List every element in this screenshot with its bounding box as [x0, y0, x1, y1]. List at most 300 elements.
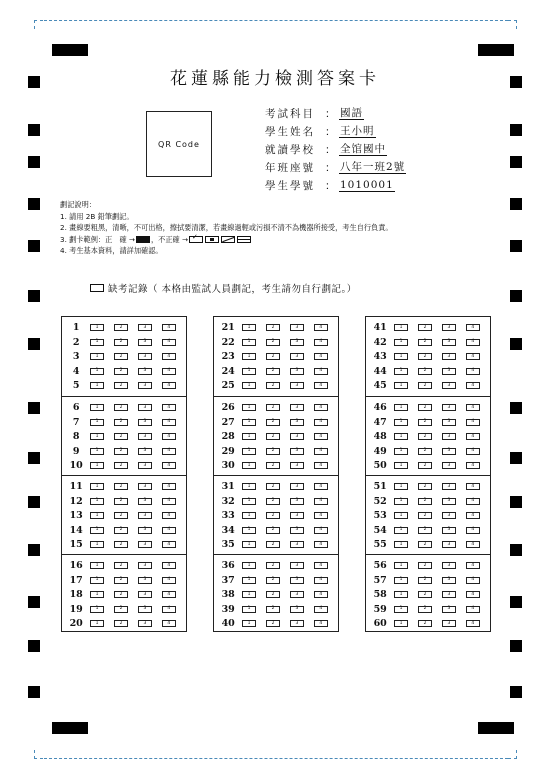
answer-bubble[interactable]: [394, 419, 408, 426]
bubble-label: 1: [95, 483, 99, 489]
answer-bubble[interactable]: [138, 606, 152, 613]
question-number: 30: [221, 460, 235, 471]
answer-bubble[interactable]: [442, 591, 456, 598]
answer-bubble[interactable]: [394, 577, 408, 584]
answer-bubble[interactable]: [242, 404, 256, 411]
answer-bubble[interactable]: [90, 404, 104, 411]
answer-bubble[interactable]: [314, 368, 328, 375]
bubble-label: 1: [95, 419, 99, 424]
answer-bubble[interactable]: [290, 433, 304, 440]
answer-bubble[interactable]: [418, 382, 432, 389]
question-row: [214, 494, 338, 509]
answer-bubble[interactable]: [442, 541, 456, 548]
answer-bubble[interactable]: [162, 606, 176, 613]
answer-bubble[interactable]: [442, 419, 456, 426]
answer-bubble[interactable]: [114, 419, 128, 426]
answer-bubble[interactable]: [162, 448, 176, 455]
answer-bubble[interactable]: [114, 512, 128, 519]
answer-bubble[interactable]: [418, 368, 432, 375]
answer-bubble[interactable]: [266, 483, 280, 490]
question-row: [366, 335, 490, 350]
answer-bubble[interactable]: [290, 498, 304, 505]
answer-bubble[interactable]: [442, 404, 456, 411]
answer-bubble[interactable]: [242, 541, 256, 548]
info-label: 學生學號: [265, 179, 315, 192]
answer-bubble[interactable]: [314, 353, 328, 360]
bubble-label: 3: [295, 324, 299, 330]
answer-bubble[interactable]: [90, 382, 104, 389]
answer-bubble[interactable]: [114, 368, 128, 375]
answer-bubble[interactable]: [290, 562, 304, 569]
answer-bubble[interactable]: [314, 498, 328, 505]
answer-bubble[interactable]: [314, 448, 328, 455]
answer-bubble[interactable]: [242, 483, 256, 490]
answer-bubble[interactable]: [418, 541, 432, 548]
answer-bubble[interactable]: [266, 562, 280, 569]
answer-bubble[interactable]: [90, 462, 104, 469]
answer-bubble[interactable]: [290, 591, 304, 598]
bubble-label: 1: [247, 324, 251, 330]
answer-bubble[interactable]: [138, 527, 152, 534]
answer-bubble[interactable]: [138, 339, 152, 346]
answer-bubble[interactable]: [242, 339, 256, 346]
answer-bubble[interactable]: [394, 382, 408, 389]
bubble-label: 4: [471, 382, 475, 388]
answer-bubble[interactable]: [314, 339, 328, 346]
answer-bubble[interactable]: [162, 462, 176, 469]
timing-mark-left: [28, 290, 40, 302]
absence-checkbox[interactable]: [90, 284, 104, 292]
bubble-label: 2: [423, 483, 427, 489]
answer-bubble[interactable]: [162, 382, 176, 389]
answer-bubble[interactable]: [394, 404, 408, 411]
answer-bubble[interactable]: [90, 324, 104, 331]
bubble-label: 2: [423, 620, 427, 626]
answer-bubble[interactable]: [290, 512, 304, 519]
answer-bubble[interactable]: [442, 483, 456, 490]
answer-bubble[interactable]: [314, 404, 328, 411]
question-row: [62, 349, 186, 364]
answer-bubble[interactable]: [442, 368, 456, 375]
answer-bubble[interactable]: [162, 512, 176, 519]
answer-bubble[interactable]: [466, 368, 480, 375]
answer-bubble[interactable]: [114, 324, 128, 331]
answer-bubble[interactable]: [394, 512, 408, 519]
answer-bubble[interactable]: [114, 541, 128, 548]
answer-bubble[interactable]: [290, 404, 304, 411]
answer-bubble[interactable]: [314, 591, 328, 598]
answer-bubble[interactable]: [138, 483, 152, 490]
bubble-label: 4: [319, 562, 323, 568]
answer-bubble[interactable]: [114, 562, 128, 569]
answer-bubble[interactable]: [162, 483, 176, 490]
answer-bubble[interactable]: [466, 433, 480, 440]
answer-bubble[interactable]: [90, 483, 104, 490]
answer-bubble[interactable]: [418, 462, 432, 469]
answer-bubble[interactable]: [442, 382, 456, 389]
bubble-label: 3: [143, 339, 147, 344]
answer-bubble[interactable]: [442, 577, 456, 584]
answer-bubble[interactable]: [266, 512, 280, 519]
answer-bubble[interactable]: [418, 433, 432, 440]
bubble-label: 4: [167, 577, 171, 582]
answer-bubble[interactable]: [442, 339, 456, 346]
question-number: 56: [373, 560, 387, 571]
answer-bubble[interactable]: [466, 462, 480, 469]
answer-bubble[interactable]: [242, 498, 256, 505]
answer-bubble[interactable]: [138, 577, 152, 584]
answer-bubble[interactable]: [466, 353, 480, 360]
answer-bubble[interactable]: [90, 433, 104, 440]
bubble-label: 2: [119, 620, 123, 626]
answer-bubble[interactable]: [418, 448, 432, 455]
bubble-label: 3: [295, 498, 299, 503]
answer-bubble[interactable]: [290, 527, 304, 534]
answer-bubble[interactable]: [138, 512, 152, 519]
answer-bubble[interactable]: [418, 339, 432, 346]
answer-bubble[interactable]: [314, 620, 328, 627]
answer-bubble[interactable]: [394, 591, 408, 598]
answer-bubble[interactable]: [114, 591, 128, 598]
answer-bubble[interactable]: [162, 541, 176, 548]
answer-bubble[interactable]: [162, 368, 176, 375]
answer-bubble[interactable]: [114, 448, 128, 455]
timing-mark-left: [28, 338, 40, 350]
answer-bubble[interactable]: [114, 382, 128, 389]
question-row: [366, 523, 490, 538]
answer-bubble[interactable]: [114, 404, 128, 411]
answer-bubble[interactable]: [162, 433, 176, 440]
answer-bubble[interactable]: [114, 433, 128, 440]
answer-bubble[interactable]: [242, 512, 256, 519]
answer-bubble[interactable]: [418, 324, 432, 331]
answer-bubble[interactable]: [114, 353, 128, 360]
answer-bubble[interactable]: [466, 382, 480, 389]
answer-bubble[interactable]: [314, 512, 328, 519]
question-row: [62, 537, 186, 552]
answer-bubble[interactable]: [442, 562, 456, 569]
bubble-label: 3: [295, 368, 299, 373]
answer-bubble[interactable]: [90, 606, 104, 613]
answer-bubble[interactable]: [162, 527, 176, 534]
answer-bubble[interactable]: [242, 368, 256, 375]
answer-bubble[interactable]: [466, 324, 480, 331]
answer-bubble[interactable]: [242, 448, 256, 455]
answer-bubble[interactable]: [114, 462, 128, 469]
question-number: 59: [373, 603, 387, 615]
answer-bubble[interactable]: [90, 620, 104, 627]
answer-bubble[interactable]: [314, 433, 328, 440]
answer-bubble[interactable]: [114, 339, 128, 346]
bubble-label: 3: [143, 620, 147, 626]
answer-bubble[interactable]: [442, 527, 456, 534]
bubble-label: 1: [399, 368, 403, 373]
answer-bubble[interactable]: [442, 448, 456, 455]
answer-bubble[interactable]: [394, 368, 408, 375]
answer-bubble[interactable]: [314, 462, 328, 469]
answer-bubble[interactable]: [266, 620, 280, 627]
answer-bubble[interactable]: [290, 462, 304, 469]
answer-bubble[interactable]: [266, 382, 280, 389]
answer-bubble[interactable]: [442, 498, 456, 505]
answer-bubble[interactable]: [466, 591, 480, 598]
answer-bubble[interactable]: [162, 324, 176, 331]
answer-bubble[interactable]: [138, 591, 152, 598]
question-row: [366, 587, 490, 602]
answer-bubble[interactable]: [138, 368, 152, 375]
answer-bubble[interactable]: [442, 620, 456, 627]
answer-bubble[interactable]: [90, 498, 104, 505]
answer-bubble[interactable]: [418, 419, 432, 426]
answer-bubble[interactable]: [418, 620, 432, 627]
answer-bubble[interactable]: [162, 404, 176, 411]
bubble-label: 3: [143, 382, 147, 388]
answer-bubble[interactable]: [466, 339, 480, 346]
question-row: [62, 458, 186, 473]
answer-bubble[interactable]: [394, 527, 408, 534]
answer-bubble[interactable]: [242, 527, 256, 534]
bubble-label: 4: [471, 577, 475, 582]
answer-bubble[interactable]: [466, 498, 480, 505]
answer-bubble[interactable]: [266, 339, 280, 346]
question-number: 13: [69, 510, 83, 521]
answer-bubble[interactable]: [162, 577, 176, 584]
answer-bubble[interactable]: [466, 620, 480, 627]
answer-bubble[interactable]: [418, 512, 432, 519]
answer-bubble[interactable]: [290, 541, 304, 548]
answer-bubble[interactable]: [466, 562, 480, 569]
bubble-label: 1: [399, 577, 403, 582]
answer-bubble[interactable]: [242, 462, 256, 469]
answer-bubble[interactable]: [242, 382, 256, 389]
answer-bubble[interactable]: [394, 606, 408, 613]
answer-bubble[interactable]: [290, 606, 304, 613]
answer-bubble[interactable]: [90, 591, 104, 598]
answer-bubble[interactable]: [242, 433, 256, 440]
answer-bubble[interactable]: [266, 448, 280, 455]
answer-bubble[interactable]: [290, 324, 304, 331]
answer-bubble[interactable]: [418, 483, 432, 490]
bubble-label: 2: [423, 541, 427, 547]
answer-bubble[interactable]: [290, 382, 304, 389]
answer-bubble[interactable]: [290, 448, 304, 455]
answer-bubble[interactable]: [266, 433, 280, 440]
answer-bubble[interactable]: [138, 541, 152, 548]
answer-bubble[interactable]: [314, 324, 328, 331]
answer-bubble[interactable]: [114, 620, 128, 627]
answer-bubble[interactable]: [290, 577, 304, 584]
answer-bubble[interactable]: [418, 498, 432, 505]
answer-bubble[interactable]: [266, 353, 280, 360]
answer-bubble[interactable]: [314, 527, 328, 534]
question-row: [366, 537, 490, 552]
answer-bubble[interactable]: [314, 382, 328, 389]
answer-bubble[interactable]: [394, 483, 408, 490]
bubble-label: 4: [471, 606, 475, 611]
answer-bubble[interactable]: [394, 462, 408, 469]
answer-bubble[interactable]: [90, 368, 104, 375]
answer-bubble[interactable]: [242, 591, 256, 598]
answer-bubble[interactable]: [138, 353, 152, 360]
answer-bubble[interactable]: [466, 404, 480, 411]
question-row: [214, 364, 338, 379]
answer-bubble[interactable]: [162, 498, 176, 505]
question-number: 57: [373, 574, 387, 586]
answer-bubble[interactable]: [418, 591, 432, 598]
answer-bubble[interactable]: [418, 404, 432, 411]
answer-bubble[interactable]: [394, 620, 408, 627]
answer-bubble[interactable]: [242, 577, 256, 584]
answer-bubble[interactable]: [90, 562, 104, 569]
answer-bubble[interactable]: [266, 606, 280, 613]
answer-bubble[interactable]: [442, 606, 456, 613]
answer-bubble[interactable]: [314, 606, 328, 613]
answer-bubble[interactable]: [138, 448, 152, 455]
answer-bubble[interactable]: [242, 562, 256, 569]
answer-bubble[interactable]: [466, 483, 480, 490]
answer-bubble[interactable]: [138, 620, 152, 627]
answer-bubble[interactable]: [138, 433, 152, 440]
answer-bubble[interactable]: [266, 368, 280, 375]
answer-bubble[interactable]: [138, 324, 152, 331]
answer-bubble[interactable]: [138, 419, 152, 426]
answer-bubble[interactable]: [290, 339, 304, 346]
answer-bubble[interactable]: [394, 324, 408, 331]
question-number: 36: [221, 560, 235, 571]
answer-bubble[interactable]: [266, 324, 280, 331]
answer-bubble[interactable]: [442, 324, 456, 331]
answer-bubble[interactable]: [90, 419, 104, 426]
answer-bubble[interactable]: [314, 419, 328, 426]
answer-bubble[interactable]: [290, 419, 304, 426]
answer-bubble[interactable]: [90, 339, 104, 346]
answer-bubble[interactable]: [442, 462, 456, 469]
answer-bubble[interactable]: [138, 498, 152, 505]
answer-bubble[interactable]: [394, 498, 408, 505]
bubble-label: 2: [271, 527, 275, 532]
answer-bubble[interactable]: [466, 448, 480, 455]
answer-bubble[interactable]: [90, 353, 104, 360]
answer-bubble[interactable]: [418, 606, 432, 613]
answer-bubble[interactable]: [442, 353, 456, 360]
answer-bubble[interactable]: [290, 368, 304, 375]
answer-bubble[interactable]: [242, 620, 256, 627]
answer-bubble[interactable]: [314, 577, 328, 584]
answer-bubble[interactable]: [266, 462, 280, 469]
question-number: 53: [373, 510, 387, 521]
answer-bubble[interactable]: [266, 419, 280, 426]
answer-bubble[interactable]: [466, 512, 480, 519]
bubble-label: 4: [167, 541, 171, 547]
answer-bubble[interactable]: [114, 483, 128, 490]
answer-bubble[interactable]: [418, 353, 432, 360]
answer-bubble[interactable]: [466, 419, 480, 426]
answer-bubble[interactable]: [394, 353, 408, 360]
answer-bubble[interactable]: [90, 577, 104, 584]
answer-bubble[interactable]: [314, 562, 328, 569]
answer-bubble[interactable]: [90, 448, 104, 455]
answer-bubble[interactable]: [266, 541, 280, 548]
answer-bubble[interactable]: [162, 339, 176, 346]
answer-bubble[interactable]: [242, 324, 256, 331]
answer-bubble[interactable]: [466, 606, 480, 613]
answer-bubble[interactable]: [418, 577, 432, 584]
answer-bubble[interactable]: [138, 404, 152, 411]
question-number: 3: [72, 351, 80, 362]
answer-bubble[interactable]: [314, 541, 328, 548]
bubble-label: 1: [95, 404, 99, 410]
answer-bubble[interactable]: [394, 339, 408, 346]
answer-bubble[interactable]: [394, 562, 408, 569]
answer-bubble[interactable]: [162, 419, 176, 426]
info-row-name: 學生姓名 ： 王小明: [265, 124, 375, 138]
answer-bubble[interactable]: [162, 620, 176, 627]
instructions-heading: 劃記說明：: [60, 200, 96, 209]
bubble-label: 3: [295, 562, 299, 568]
answer-bubble[interactable]: [138, 382, 152, 389]
bubble-label: 1: [95, 368, 99, 373]
answer-bubble[interactable]: [266, 527, 280, 534]
answer-bubble[interactable]: [418, 527, 432, 534]
answer-bubble[interactable]: [290, 620, 304, 627]
answer-bubble[interactable]: [138, 562, 152, 569]
answer-bubble[interactable]: [290, 353, 304, 360]
answer-bubble[interactable]: [314, 483, 328, 490]
bubble-label: 3: [295, 382, 299, 388]
bubble-label: 4: [319, 353, 323, 359]
answer-bubble[interactable]: [162, 353, 176, 360]
bubble-label: 4: [167, 368, 171, 373]
question-number: 22: [221, 336, 235, 348]
answer-bubble[interactable]: [162, 591, 176, 598]
answer-bubble[interactable]: [114, 498, 128, 505]
answer-bubble[interactable]: [266, 577, 280, 584]
answer-bubble[interactable]: [466, 541, 480, 548]
question-row: [214, 335, 338, 350]
answer-bubble[interactable]: [394, 433, 408, 440]
question-number: 9: [72, 445, 80, 457]
answer-bubble[interactable]: [418, 562, 432, 569]
answer-bubble[interactable]: [266, 404, 280, 411]
answer-bubble[interactable]: [466, 577, 480, 584]
answer-bubble[interactable]: [394, 448, 408, 455]
answer-bubble[interactable]: [114, 577, 128, 584]
answer-bubble[interactable]: [242, 419, 256, 426]
answer-bubble[interactable]: [266, 591, 280, 598]
answer-bubble[interactable]: [242, 606, 256, 613]
answer-bubble[interactable]: [114, 527, 128, 534]
answer-bubble[interactable]: [442, 512, 456, 519]
timing-mark-left: [28, 496, 40, 508]
answer-bubble[interactable]: [114, 606, 128, 613]
answer-bubble[interactable]: [290, 483, 304, 490]
answer-bubble[interactable]: [90, 527, 104, 534]
answer-bubble[interactable]: [90, 512, 104, 519]
bubble-label: 3: [447, 448, 451, 453]
bubble-label: 3: [143, 498, 147, 503]
answer-bubble[interactable]: [242, 353, 256, 360]
bubble-label: 1: [399, 620, 403, 626]
answer-bubble[interactable]: [138, 462, 152, 469]
answer-bubble[interactable]: [442, 433, 456, 440]
answer-bubble[interactable]: [266, 498, 280, 505]
question-number: 24: [221, 365, 235, 377]
answer-bubble[interactable]: [90, 541, 104, 548]
answer-bubble[interactable]: [162, 562, 176, 569]
answer-bubble[interactable]: [394, 541, 408, 548]
answer-bubble[interactable]: [466, 527, 480, 534]
bubble-label: 2: [271, 512, 275, 518]
